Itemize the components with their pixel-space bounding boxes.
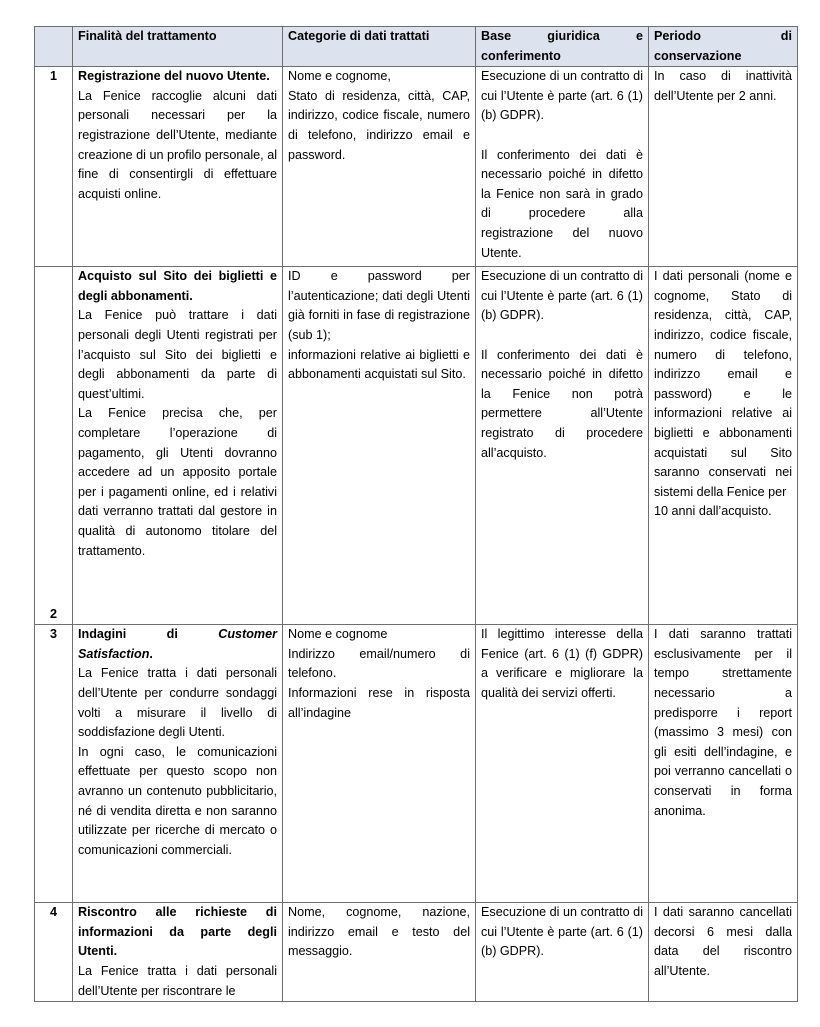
base-cell: [476, 903, 649, 1002]
finalita-description: La Fenice può trattare i dati personali degli Utenti registrati per l’acquisto sul Sito dei biglietti e degli abbonamenti da parte di quest’ultimi.: [78, 308, 277, 401]
header-finalita: Finalità del trattamento: [73, 27, 283, 67]
base-text: Esecuzione di un contratto di cui l’Utente è parte (art. 6 (1) (b) GDPR).: [481, 269, 643, 323]
row-number: 2: [35, 267, 73, 625]
finalita-cell: [73, 903, 283, 1002]
table-row: [35, 67, 798, 267]
finalita-description: La Fenice tratta i dati personali dell’Utente per condurre sondaggi volti a misurare il livello di soddisfazione degli Utenti.: [78, 666, 277, 740]
table-row: [35, 903, 798, 1002]
categorie-line: Informazioni rese in risposta all’indagine: [288, 685, 470, 720]
conferimento-text: Il conferimento dei dati è necessario poiché in difetto la Fenice non sarà in grado di procedere alla registrazione del nuovo Utente.: [481, 147, 643, 260]
row-number: 3: [35, 625, 73, 903]
conferimento-text: Il conferimento dei dati è necessario poiché in difetto la Fenice non potrà permettere all’Utente registrato di procedere all’acquisto.: [481, 347, 643, 460]
categorie-line: Nome e cognome,: [288, 69, 391, 84]
base-text: Esecuzione di un contratto di cui l’Utente è parte (art. 6 (1) (b) GDPR).: [481, 69, 643, 123]
table-header-row: [35, 27, 798, 67]
title-part: .: [149, 646, 153, 661]
periodo-cell: In caso di inattività dell’Utente per 2 anni.: [649, 67, 798, 267]
base-cell: [476, 267, 649, 625]
periodo-cell: I dati saranno cancellati decorsi 6 mesi dalla data del riscontro all’Utente.: [649, 903, 798, 1002]
row-number: 4: [35, 903, 73, 1002]
categorie-line: Indirizzo email/numero di telefono.: [288, 646, 470, 681]
base-cell: [476, 625, 649, 903]
categorie-cell: [283, 67, 476, 267]
header-periodo: Periodo di conservazione: [649, 27, 798, 67]
categorie-line: Nome, cognome, nazione, indirizzo email e testo del messaggio.: [288, 905, 470, 959]
data-processing-table: [34, 26, 798, 1002]
finalita-cell: [73, 267, 283, 625]
table-row: [35, 267, 798, 625]
finalita-description: La Fenice raccoglie alcuni dati personali necessari per la registrazione dell’Utente, mediante creazione di un profilo personale, al fine di consentirgli di effettuare acquisti online.: [78, 88, 277, 201]
base-text: Esecuzione di un contratto di cui l’Utente è parte (art. 6 (1) (b) GDPR).: [481, 905, 643, 959]
header-number: [35, 27, 73, 67]
finalita-description: La Fenice tratta i dati personali dell’Utente per riscontrare le: [78, 963, 277, 998]
periodo-cell: [649, 267, 798, 625]
categorie-line: informazioni relative ai biglietti e abbonamenti acquistati sul Sito.: [288, 347, 470, 382]
table-row: [35, 625, 798, 903]
finalita-description-2: In ogni caso, le comunicazioni effettuate per questo scopo non avranno un contenuto pubblicitario, né di vendita diretta e non saranno utilizzate per ricerche di mercato o comunicazioni commerciali.: [78, 744, 277, 857]
header-base-giuridica: Base giuridica e conferimento: [476, 27, 649, 67]
title-part: Indagini di: [78, 627, 219, 642]
categorie-line: Nome e cognome: [288, 627, 388, 642]
finalita-title: Registrazione del nuovo Utente.: [78, 69, 270, 84]
row-number: 1: [35, 67, 73, 267]
base-text: Il legittimo interesse della Fenice (art. 6 (1) (f) GDPR) a verificare e migliorare la qualità dei servizi offerti.: [481, 627, 643, 700]
finalita-title: Acquisto sul Sito dei biglietti e degli abbonamenti.: [78, 269, 277, 303]
periodo-cell: I dati saranno trattati esclusivamente per il tempo strettamente necessario a predisporre i report (massimo 3 mesi) con gli esiti dell’indagine, e poi verranno cancellati o conservati in forma anonima.: [649, 625, 798, 903]
header-categorie: Categorie di dati trattati: [283, 27, 476, 67]
finalita-title: [78, 625, 277, 664]
periodo-text-2: 10 anni dall’acquisto.: [654, 504, 772, 519]
categorie-line: Stato di residenza, città, CAP, indirizzo, codice fiscale, numero di telefono, indirizzo email e password.: [288, 88, 470, 162]
categorie-cell: [283, 903, 476, 1002]
finalita-description-2: La Fenice precisa che, per completare l’operazione di pagamento, gli Utenti dovranno accedere ad un apposito portale per i pagamenti online, ed i relativi dati verranno trattati dal gestore in qualità di autonomo titolare del trattamento.: [78, 406, 277, 558]
periodo-text: I dati personali (nome e cognome, Stato di residenza, città, CAP, indirizzo, codice fiscale, numero di telefono, indirizzo email e password) e le informazioni relative ai biglietti e abbonamenti acquistati sul Sito saranno conservati nei sistemi della Fenice per: [654, 269, 792, 499]
finalita-title: Riscontro alle richieste di informazioni da parte degli Utenti.: [78, 905, 277, 959]
base-cell: [476, 67, 649, 267]
categorie-line: ID e password per l’autenticazione; dati degli Utenti già forniti in fase di registrazione (sub 1);: [288, 269, 470, 342]
title-italic-part: Customer Satisfaction: [78, 627, 277, 661]
finalita-cell: [73, 625, 283, 903]
categorie-cell: [283, 267, 476, 625]
finalita-cell: [73, 67, 283, 267]
categorie-cell: [283, 625, 476, 903]
